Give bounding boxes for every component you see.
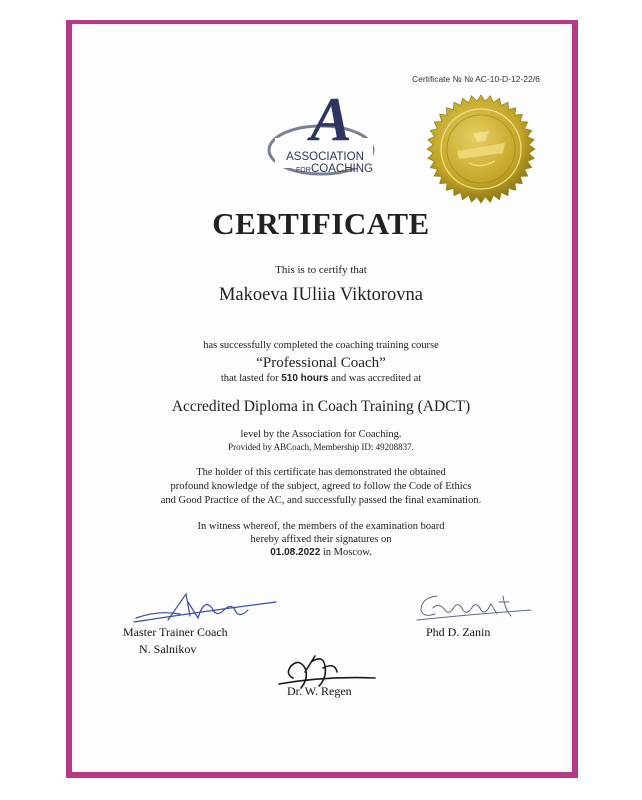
logo-line-2: COACHING <box>311 163 373 175</box>
holder-line: and Good Practice of the AC, and successfully passed the final examination. <box>160 495 482 506</box>
signer-left-title: Master Trainer Coach <box>123 625 228 639</box>
signer-right-name: Phd D. Zanin <box>426 625 491 639</box>
logo-line-1: ASSOCIATION <box>286 151 364 163</box>
provided-text: Provided by ABCoach, Membership ID: 49208837. <box>228 442 414 452</box>
certificate-title: CERTIFICATE <box>212 206 430 241</box>
signer-bottom-name: Dr. W. Regen <box>287 684 352 698</box>
witness-line: hereby affixed their signatures on <box>250 534 392 545</box>
signer-left-name: N. Salnikov <box>139 642 197 656</box>
witness-date-line <box>0 546 642 559</box>
completed-text: has successfully completed the coaching training course <box>203 340 439 351</box>
witness-place: in Moscow. <box>320 547 372 558</box>
diploma-name: Accredited Diploma in Coach Training (ADCT) <box>171 398 471 415</box>
logo-line-2-small: FOR <box>296 167 311 174</box>
witness-line: In witness whereof, the members of the examination board <box>197 521 445 532</box>
holder-line: The holder of this certificate has demonstrated the obtained <box>196 467 446 478</box>
certify-text: This is to certify that <box>275 264 367 276</box>
gold-seal-icon <box>425 93 537 205</box>
certificate-number: Certificate № № AC-10-D-12-22/6 <box>412 74 540 84</box>
duration-text <box>0 373 642 384</box>
course-name: “Professional Coach” <box>256 355 386 371</box>
logo-letter: A <box>310 90 352 154</box>
duration-before: that lasted for <box>220 373 282 384</box>
duration-after: and was accredited at <box>328 373 422 384</box>
signature-zanin <box>415 588 533 626</box>
witness-date: 01.08.2022 <box>270 547 321 558</box>
holder-statement <box>0 466 642 508</box>
association-for-coaching-logo <box>265 90 380 185</box>
duration-hours: 510 hours <box>281 373 329 384</box>
holder-line: profound knowledge of the subject, agreed to follow the Code of Ethics <box>170 481 472 492</box>
witness-statement <box>0 520 642 559</box>
level-text: level by the Association for Coaching. <box>240 429 402 440</box>
recipient-name: Makoeva IUliia Viktorovna <box>218 285 424 305</box>
